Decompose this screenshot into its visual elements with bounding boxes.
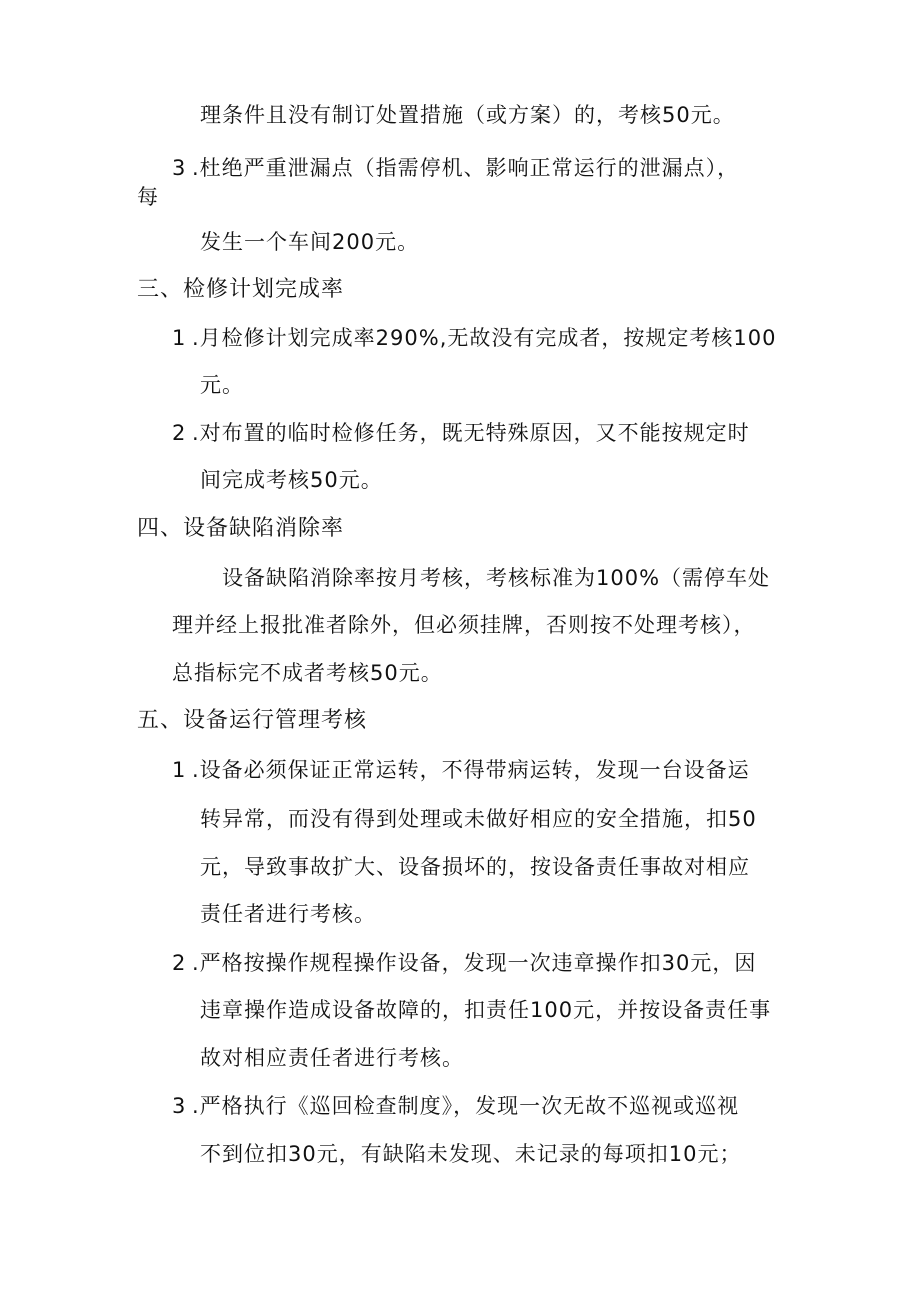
section-heading: 五、设备运行管理考核 — [137, 708, 368, 733]
section-heading: 三、检修计划完成率 — [137, 277, 345, 302]
list-number: 2 — [172, 421, 186, 445]
paragraph-line: 设备缺陷消除率按月考核，考核标准为100%（需停车处 — [222, 566, 771, 590]
list-item-text: .杜绝严重泄漏点（指需停机、影响正常运行的泄漏点）， — [192, 156, 740, 180]
section-heading: 四、设备缺陷消除率 — [137, 516, 345, 541]
list-number: 1 — [172, 326, 186, 350]
list-item-text: 元。 — [200, 373, 244, 397]
list-item-text: .严格执行《巡回检查制度》，发现一次无故不巡视或巡视 — [192, 1094, 740, 1118]
list-item-text: 违章操作造成设备故障的，扣责任100元，并按设备责任事 — [200, 998, 772, 1022]
list-item-text: 故对相应责任者进行考核。 — [200, 1046, 464, 1070]
list-number: 3 — [172, 1094, 186, 1118]
list-item-text: 元，导致事故扩大、设备损坏的，按设备责任事故对相应 — [200, 855, 750, 879]
list-item-text: 转异常，而没有得到处理或未做好相应的安全措施，扣50 — [200, 807, 757, 831]
list-item-text: .设备必须保证正常运转，不得带病运转，发现一台设备运 — [192, 758, 750, 782]
paragraph-line: 总指标完不成者考核50元。 — [172, 661, 443, 685]
list-item-text: 每 — [137, 185, 159, 209]
list-number: 2 — [172, 951, 186, 975]
list-number: 1 — [172, 758, 186, 782]
list-item-text: .月检修计划完成率290%,无故没有完成者，按规定考核100 — [192, 326, 777, 350]
list-item-text: 责任者进行考核。 — [200, 902, 376, 926]
paragraph-line: 理并经上报批准者除外，但必须挂牌，否则按不处理考核）， — [172, 613, 756, 637]
list-item-text: 不到位扣30元，有缺陷未发现、未记录的每项扣10元； — [200, 1142, 742, 1166]
list-number: 3 — [172, 156, 186, 180]
list-item-text: .严格按操作规程操作设备，发现一次违章操作扣30元，因 — [192, 951, 757, 975]
list-item-text: 发生一个车间200元。 — [200, 230, 420, 254]
list-item-text: 间完成考核50元。 — [200, 468, 383, 492]
list-item-text: .对布置的临时检修任务，既无特殊原因，又不能按规定时 — [192, 421, 750, 445]
paragraph-continuation: 理条件且没有制订处置措施（或方案）的，考核50元。 — [200, 103, 735, 127]
